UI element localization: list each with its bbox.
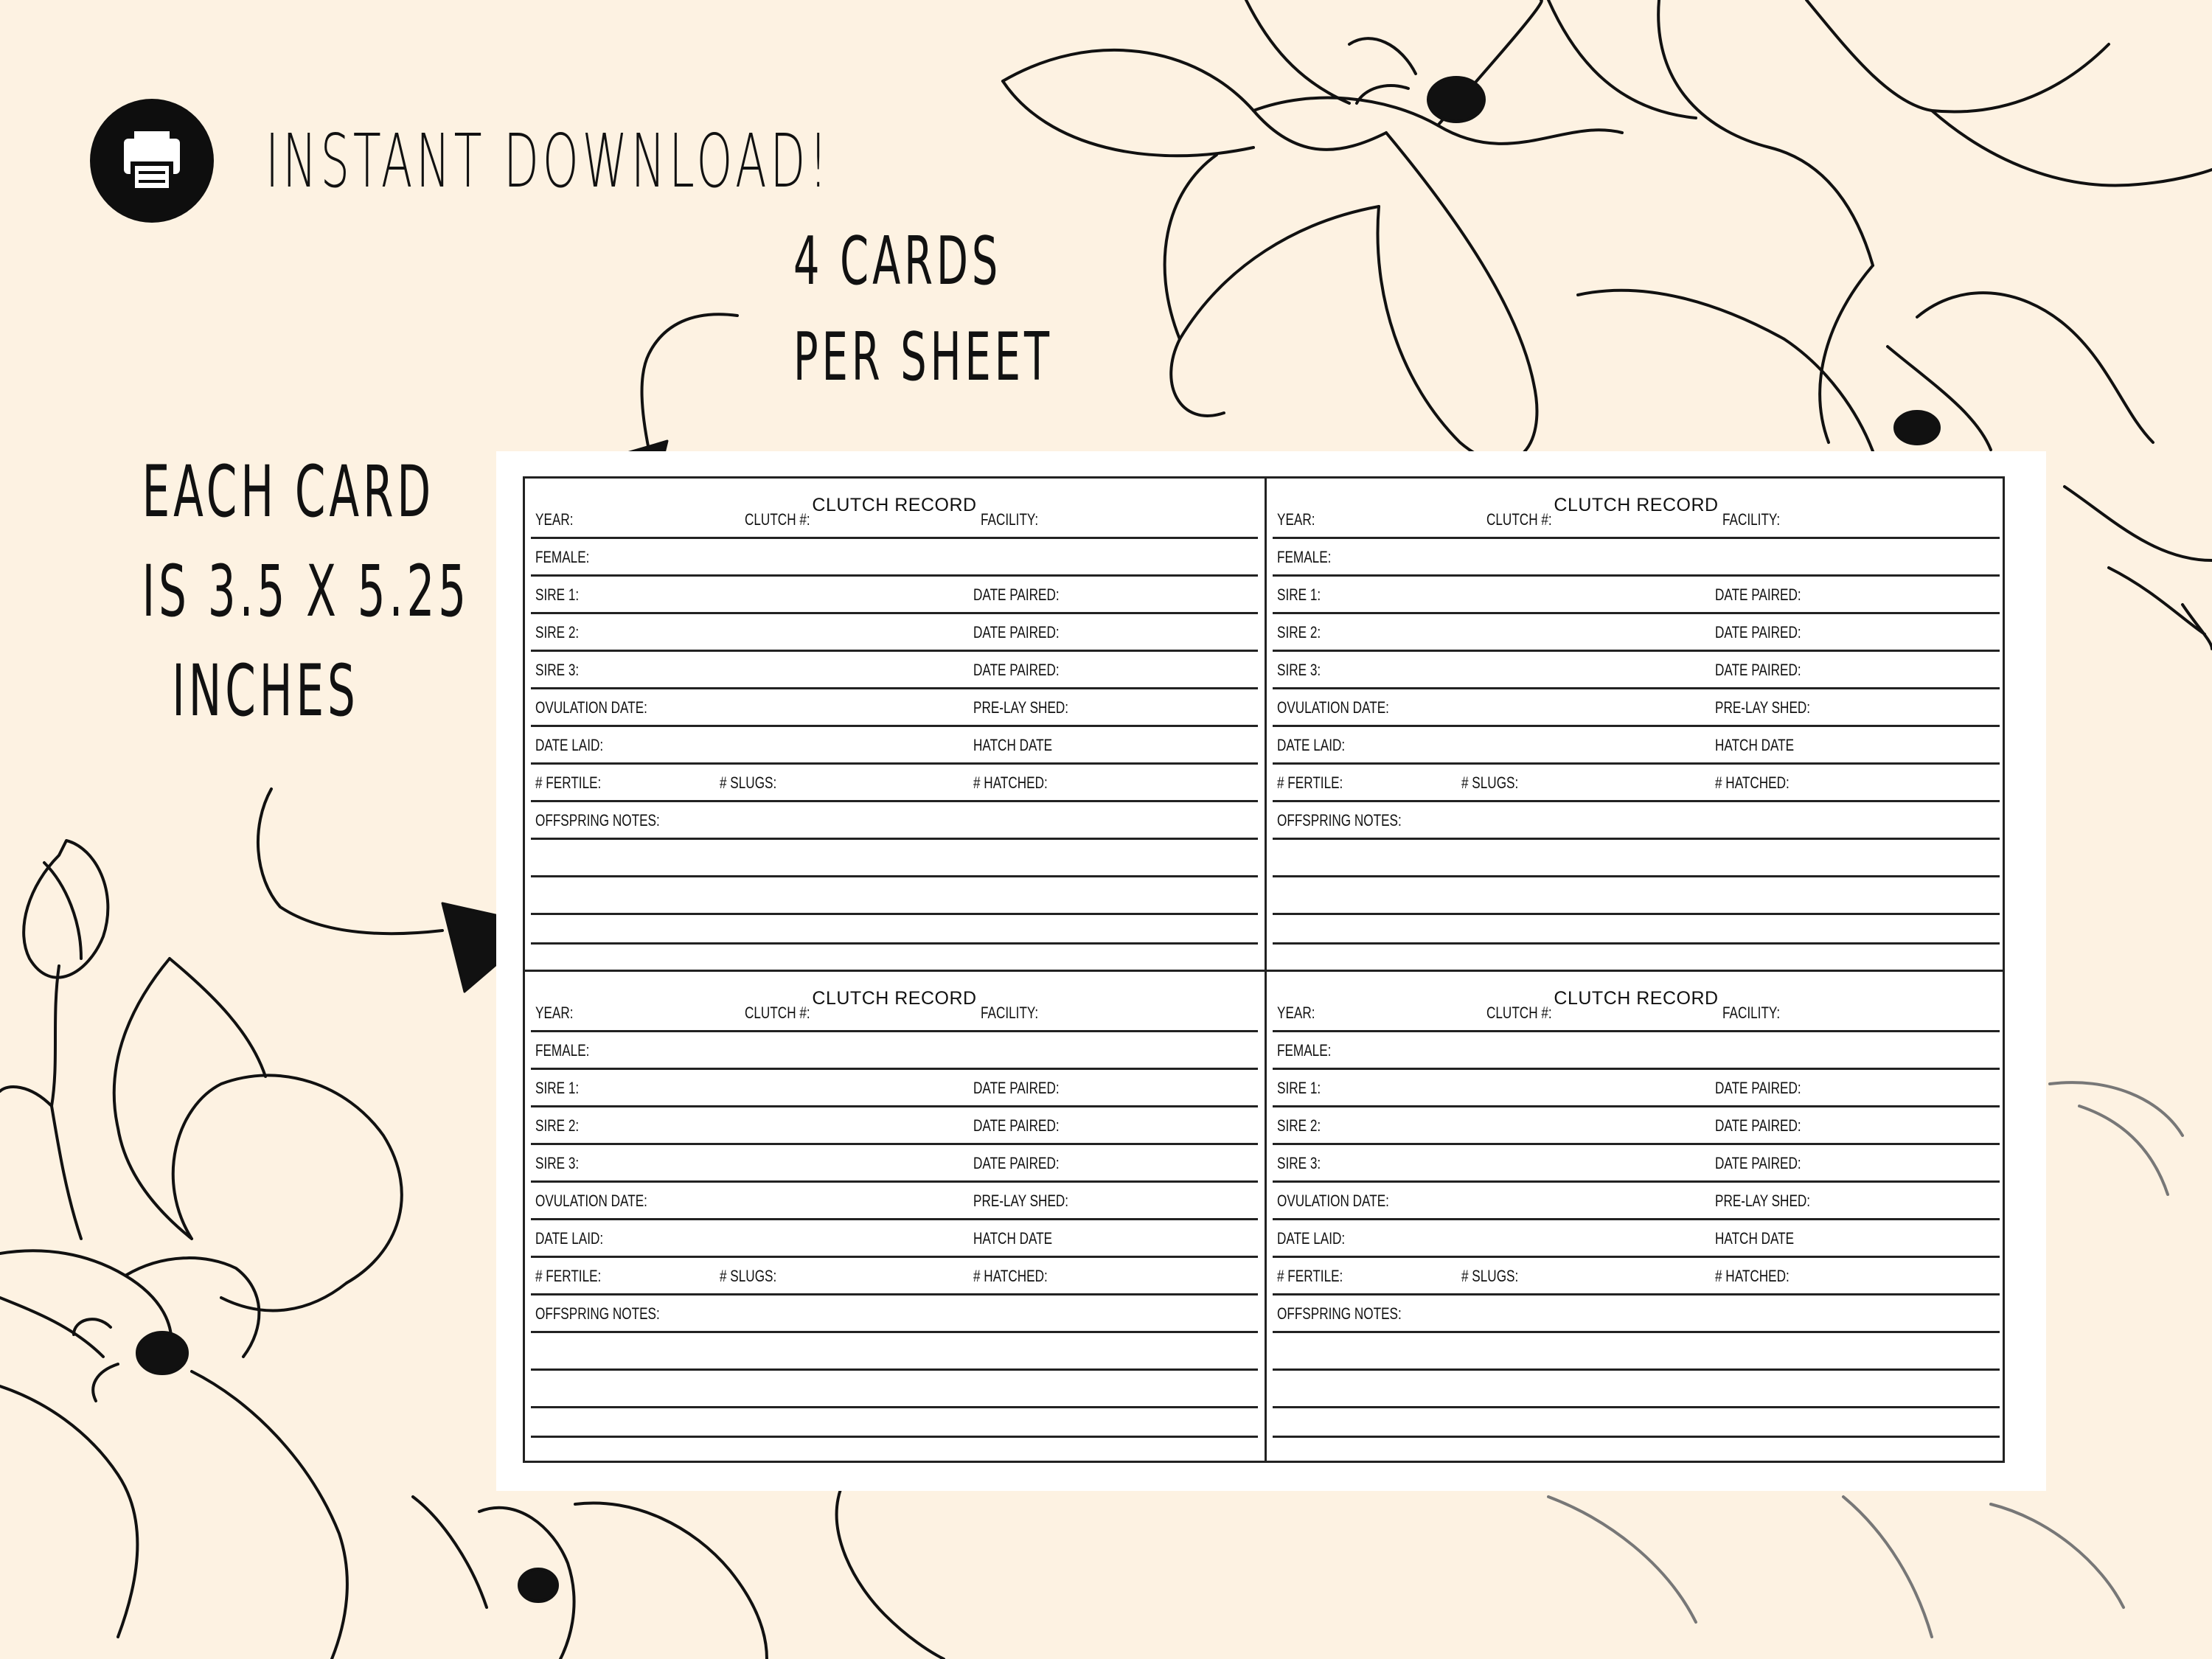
row-ovulation xyxy=(531,1183,1258,1220)
row-offspring-notes xyxy=(531,1295,1258,1333)
pre-lay-shed-label: PRE-LAY SHED: xyxy=(973,1192,1069,1210)
row-sire-3 xyxy=(1273,1145,2000,1183)
sire-1-label: SIRE 1: xyxy=(535,585,580,604)
row-sire-2 xyxy=(1273,1107,2000,1145)
card-title: CLUTCH RECORD xyxy=(812,988,977,1009)
ovulation-date-label: OVULATION DATE: xyxy=(1277,1192,1389,1210)
facility-label: FACILITY: xyxy=(1722,1004,1781,1022)
year-label: YEAR: xyxy=(1277,510,1315,529)
notes-line xyxy=(1273,840,2000,877)
row-year xyxy=(531,501,1258,539)
row-female xyxy=(1273,1032,2000,1070)
date-paired-label: DATE PAIRED: xyxy=(973,661,1060,679)
row-offspring-notes xyxy=(1273,802,2000,840)
fertile-label: # FERTILE: xyxy=(1277,1267,1343,1285)
female-label: FEMALE: xyxy=(535,548,590,566)
hatched-label: # HATCHED: xyxy=(1715,773,1790,792)
pre-lay-shed-label: PRE-LAY SHED: xyxy=(1715,698,1811,717)
notes-line xyxy=(531,840,1258,877)
row-counts xyxy=(1273,1258,2000,1295)
offspring-notes-label: OFFSPRING NOTES: xyxy=(1277,1304,1402,1323)
date-paired-label: DATE PAIRED: xyxy=(1715,623,1801,641)
date-paired-label: DATE PAIRED: xyxy=(973,1154,1060,1172)
row-ovulation xyxy=(531,689,1258,727)
row-sire-3 xyxy=(1273,652,2000,689)
notes-line xyxy=(531,1333,1258,1371)
notes-line xyxy=(1273,915,2000,945)
card-size-line-2: IS 3.5 X 5.25 xyxy=(142,550,470,633)
row-female xyxy=(1273,539,2000,577)
notes-line xyxy=(1273,1408,2000,1438)
date-paired-label: DATE PAIRED: xyxy=(973,1116,1060,1135)
cards-per-sheet-callout xyxy=(737,214,1054,406)
row-sire-1 xyxy=(1273,1070,2000,1107)
card-title: CLUTCH RECORD xyxy=(1554,988,1719,1009)
fertile-label: # FERTILE: xyxy=(535,773,602,792)
sire-1-label: SIRE 1: xyxy=(1277,1079,1321,1097)
female-label: FEMALE: xyxy=(1277,1041,1332,1060)
row-sire-1 xyxy=(1273,577,2000,614)
date-paired-label: DATE PAIRED: xyxy=(1715,661,1801,679)
date-paired-label: DATE PAIRED: xyxy=(973,1079,1060,1097)
clutch-record-card-1 xyxy=(525,479,1264,970)
date-paired-label: DATE PAIRED: xyxy=(973,623,1060,641)
female-label: FEMALE: xyxy=(535,1041,590,1060)
row-sire-2 xyxy=(1273,614,2000,652)
offspring-notes-label: OFFSPRING NOTES: xyxy=(1277,811,1402,830)
row-year xyxy=(1273,995,2000,1032)
date-laid-label: DATE LAID: xyxy=(535,1229,604,1248)
hatch-date-label: HATCH DATE xyxy=(1715,736,1795,754)
date-paired-label: DATE PAIRED: xyxy=(1715,585,1801,604)
sire-2-label: SIRE 2: xyxy=(535,1116,580,1135)
clutch-number-label: CLUTCH #: xyxy=(745,1004,810,1022)
card-size-line-1: EACH CARD xyxy=(142,451,435,533)
clutch-record-card-2 xyxy=(1267,479,2006,970)
cards-per-sheet-line-1: 4 CARDS xyxy=(793,223,1002,300)
ovulation-date-label: OVULATION DATE: xyxy=(535,1192,647,1210)
date-laid-label: DATE LAID: xyxy=(1277,736,1346,754)
instant-download-label: INSTANT DOWNLOAD! xyxy=(265,118,832,204)
row-date-laid xyxy=(531,1220,1258,1258)
fertile-label: # FERTILE: xyxy=(535,1267,602,1285)
year-label: YEAR: xyxy=(535,1004,574,1022)
row-female xyxy=(531,1032,1258,1070)
sire-1-label: SIRE 1: xyxy=(1277,585,1321,604)
row-sire-3 xyxy=(531,1145,1258,1183)
notes-line xyxy=(531,1371,1258,1408)
date-paired-label: DATE PAIRED: xyxy=(973,585,1060,604)
row-offspring-notes xyxy=(1273,1295,2000,1333)
hatch-date-label: HATCH DATE xyxy=(973,736,1053,754)
clutch-record-card-3 xyxy=(525,972,1264,1463)
facility-label: FACILITY: xyxy=(981,510,1039,529)
hatch-date-label: HATCH DATE xyxy=(973,1229,1053,1248)
facility-label: FACILITY: xyxy=(981,1004,1039,1022)
hatch-date-label: HATCH DATE xyxy=(1715,1229,1795,1248)
offspring-notes-label: OFFSPRING NOTES: xyxy=(535,811,660,830)
female-label: FEMALE: xyxy=(1277,548,1332,566)
offspring-notes-label: OFFSPRING NOTES: xyxy=(535,1304,660,1323)
cards-per-sheet-line-2: PER SHEET xyxy=(793,319,1054,396)
year-label: YEAR: xyxy=(535,510,574,529)
row-sire-2 xyxy=(531,1107,1258,1145)
sire-2-label: SIRE 2: xyxy=(535,623,580,641)
row-ovulation xyxy=(1273,689,2000,727)
ovulation-date-label: OVULATION DATE: xyxy=(535,698,647,717)
card-size-line-3: INCHES xyxy=(172,650,359,732)
row-female xyxy=(531,539,1258,577)
notes-line xyxy=(1273,1371,2000,1408)
row-year xyxy=(531,995,1258,1032)
date-paired-label: DATE PAIRED: xyxy=(1715,1079,1801,1097)
fertile-label: # FERTILE: xyxy=(1277,773,1343,792)
notes-line xyxy=(1273,877,2000,915)
pre-lay-shed-label: PRE-LAY SHED: xyxy=(973,698,1069,717)
slugs-label: # SLUGS: xyxy=(1461,773,1519,792)
year-label: YEAR: xyxy=(1277,1004,1315,1022)
slugs-label: # SLUGS: xyxy=(720,773,777,792)
sire-3-label: SIRE 3: xyxy=(535,661,580,679)
cards-grid xyxy=(523,476,2005,1463)
row-sire-1 xyxy=(531,1070,1258,1107)
ovulation-date-label: OVULATION DATE: xyxy=(1277,698,1389,717)
date-paired-label: DATE PAIRED: xyxy=(1715,1116,1801,1135)
printer-icon xyxy=(90,99,214,223)
row-counts xyxy=(531,765,1258,802)
row-sire-2 xyxy=(531,614,1258,652)
sire-3-label: SIRE 3: xyxy=(1277,1154,1321,1172)
sire-3-label: SIRE 3: xyxy=(1277,661,1321,679)
notes-line xyxy=(531,915,1258,945)
facility-label: FACILITY: xyxy=(1722,510,1781,529)
clutch-number-label: CLUTCH #: xyxy=(745,510,810,529)
row-ovulation xyxy=(1273,1183,2000,1220)
printer-badge xyxy=(90,99,214,223)
hatched-label: # HATCHED: xyxy=(973,773,1048,792)
card-title: CLUTCH RECORD xyxy=(812,495,977,515)
slugs-label: # SLUGS: xyxy=(720,1267,777,1285)
sire-2-label: SIRE 2: xyxy=(1277,1116,1321,1135)
date-paired-label: DATE PAIRED: xyxy=(1715,1154,1801,1172)
sire-3-label: SIRE 3: xyxy=(535,1154,580,1172)
printable-sheet xyxy=(496,451,2046,1491)
pre-lay-shed-label: PRE-LAY SHED: xyxy=(1715,1192,1811,1210)
clutch-record-card-4 xyxy=(1267,972,2006,1463)
date-laid-label: DATE LAID: xyxy=(535,736,604,754)
card-title: CLUTCH RECORD xyxy=(1554,495,1719,515)
row-sire-1 xyxy=(531,577,1258,614)
notes-line xyxy=(531,1408,1258,1438)
row-date-laid xyxy=(1273,1220,2000,1258)
sire-2-label: SIRE 2: xyxy=(1277,623,1321,641)
row-offspring-notes xyxy=(531,802,1258,840)
row-date-laid xyxy=(1273,727,2000,765)
row-counts xyxy=(1273,765,2000,802)
hatched-label: # HATCHED: xyxy=(973,1267,1048,1285)
clutch-number-label: CLUTCH #: xyxy=(1486,510,1552,529)
row-year xyxy=(1273,501,2000,539)
card-size-callout xyxy=(66,442,470,741)
sire-1-label: SIRE 1: xyxy=(535,1079,580,1097)
notes-line xyxy=(531,877,1258,915)
notes-line xyxy=(1273,1333,2000,1371)
row-date-laid xyxy=(531,727,1258,765)
row-counts xyxy=(531,1258,1258,1295)
slugs-label: # SLUGS: xyxy=(1461,1267,1519,1285)
row-sire-3 xyxy=(531,652,1258,689)
hatched-label: # HATCHED: xyxy=(1715,1267,1790,1285)
date-laid-label: DATE LAID: xyxy=(1277,1229,1346,1248)
clutch-number-label: CLUTCH #: xyxy=(1486,1004,1552,1022)
